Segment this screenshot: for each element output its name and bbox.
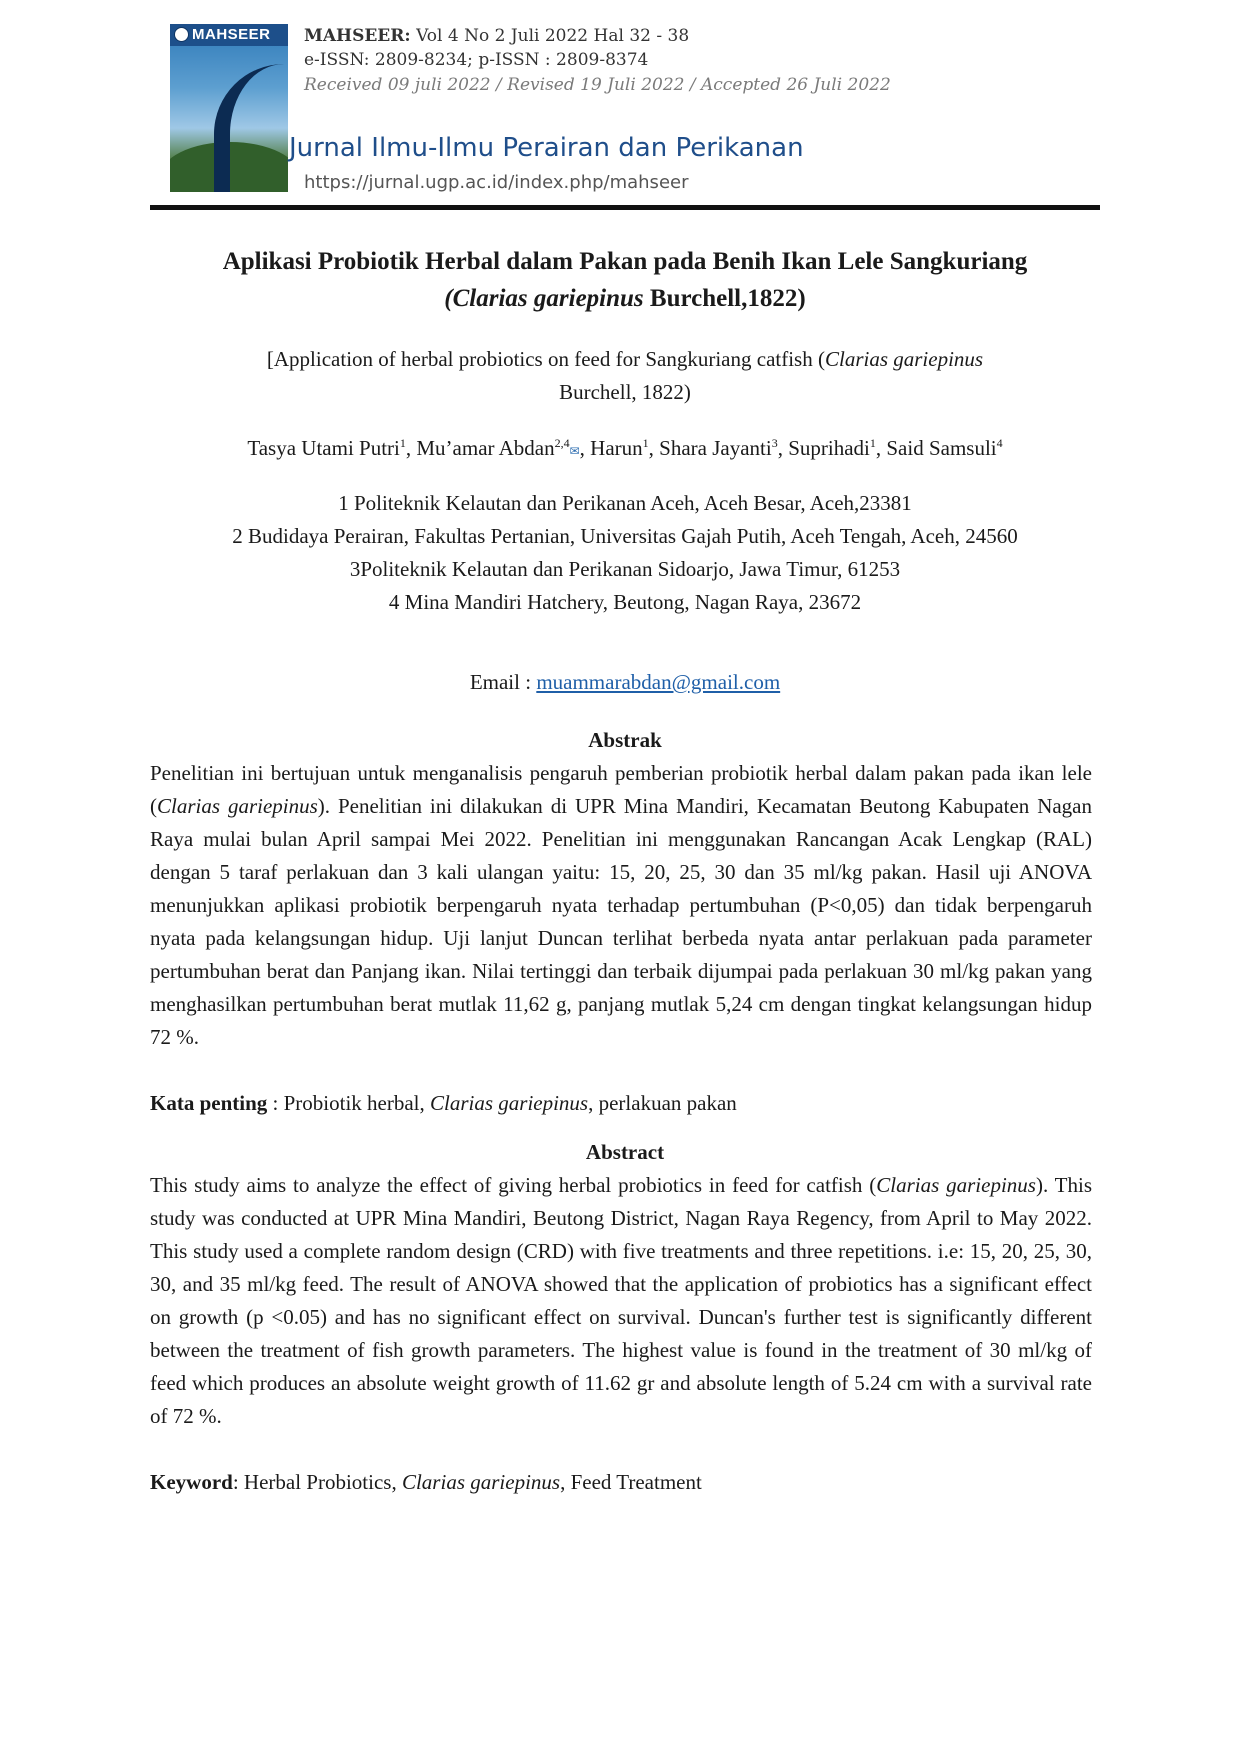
abstract-body [150, 1169, 1092, 1433]
keyword-rest: , Feed Treatment [560, 1470, 702, 1494]
author-name: Harun [590, 436, 643, 460]
title-species: Clarias gariepinus [452, 285, 644, 312]
cover-seal-icon [174, 27, 189, 42]
title-line-2 [150, 280, 1100, 317]
author-name: Mu’amar Abdan [416, 436, 555, 460]
dates-line: Received 09 juli 2022 / Revised 19 Juli 2022 / Accepted 26 Juli 2022 [304, 75, 891, 95]
envelope-icon[interactable]: ✉ [569, 444, 580, 458]
author-name: Shara Jayanti [659, 436, 772, 460]
email-link[interactable]: muammarabdan@gmail.com [536, 670, 781, 694]
title-line-1: Aplikasi Probiotik Herbal dalam Pakan pada Benih Ikan Lele Sangkuriang [222, 248, 1028, 275]
abstrak-text-2: ). Penelitian ini dilakukan di UPR Mina Mandiri, Kecamatan Beutong Kabupaten Nagan Raya mulai bulan April sampai Mei 2022. Penelitian ini menggunakan Rancangan Acak Lengkap (RAL) dengan 5 taraf perlakuan dan 3 kali ulangan yaitu: 15, 20, 25, 30 dan 35 ml/kg pakan. Hasil uji ANOVA menunjukkan aplikasi probiotik berpengaruh nyata terhadap pertumbuhan (P<0,05) dan tidak berpengaruh nyata pada kelangsungan hidup. Uji lanjut Duncan terlihat berbeda nyata antar perlakuan pada parameter pertumbuhan berat dan Panjang ikan. Nilai tertinggi dan terbaik dijumpai pada perlakuan 30 ml/kg pakan yang menghasilkan pertumbuhan berat mutlak 11,62 g, panjang mutlak 5,24 cm dengan tingkat kelangsungan hidup 72 %. [150, 794, 1093, 1049]
affiliation: 4 Mina Mandiri Hatchery, Beutong, Nagan Raya, 23672 [388, 590, 862, 614]
author-affil: 1 [869, 436, 876, 450]
keyword-species: Clarias gariepinus [401, 1470, 561, 1494]
volume-info: Vol 4 No 2 Juli 2022 Hal 32 - 38 [410, 26, 690, 46]
abstrak-heading: Abstrak [588, 728, 662, 752]
volume-line [304, 26, 689, 46]
abstract-heading: Abstract [585, 1140, 665, 1164]
author-affil: 3 [771, 436, 778, 450]
header-divider [150, 205, 1100, 210]
paper-title [150, 243, 1100, 317]
corresponding-email [150, 670, 1100, 695]
paper-subtitle [180, 343, 1070, 409]
kata-penting-label: Kata penting [150, 1091, 268, 1115]
issn-line: e-ISSN: 2809-8234; p-ISSN : 2809-8374 [304, 50, 649, 70]
journal-short-name: MAHSEER: [304, 26, 411, 46]
keyword-sep: : Herbal Probiotics, [232, 1470, 402, 1494]
journal-url[interactable]: https://jurnal.ugp.ac.id/index.php/mahseer [304, 172, 689, 193]
author-name: Said Samsuli [886, 436, 997, 460]
title-author-year: Burchell,1822) [643, 285, 806, 312]
affiliation: 3Politeknik Kelautan dan Perikanan Sidoarjo, Jawa Timur, 61253 [349, 557, 901, 581]
title-open-paren: ( [444, 285, 453, 312]
kata-penting-species: Clarias gariepinus [430, 1091, 589, 1115]
author-affil: 2,4 [554, 436, 570, 450]
author-name: Suprihadi [788, 436, 870, 460]
kata-penting-sep: : Probiotik herbal, [267, 1091, 430, 1115]
cover-tower [214, 64, 284, 192]
abstrak-species: Clarias gariepinus [157, 794, 318, 818]
journal-header [150, 0, 1100, 215]
kata-penting-rest: , perlakuan pakan [588, 1091, 737, 1115]
abstract-text-2: ). This study was conducted at UPR Mina Mandiri, Beutong District, Nagan Raya Regency, from April to May 2022. This study used a complete random design (CRD) with five treatments and three repetitions. i.e: 15, 20, 25, 30, 30, and 35 ml/kg feed. The result of ANOVA showed that the application of probiotics has a significant effect on growth (p <0.05) and has no significant effect on survival. Duncan's further test is significantly different between the treatment of fish growth parameters. The highest value is found in the treatment of 30 ml/kg of feed which produces an absolute weight growth of 11.62 gr and absolute length of 5.24 cm with a survival rate of 72 %. [150, 1173, 1092, 1428]
subtitle-part-1: [Application of herbal probiotics on feed for Sangkuriang catfish ( [266, 347, 825, 371]
kata-penting [150, 1087, 1092, 1120]
author-affil: 1 [399, 436, 406, 450]
subtitle-part-2: Burchell, 1822) [559, 380, 691, 404]
keyword-label: Keyword [150, 1470, 233, 1494]
cover-title: MAHSEER [192, 26, 271, 43]
keywords [150, 1466, 1092, 1499]
email-label: Email : [469, 670, 537, 694]
journal-name: Jurnal Ilmu-Ilmu Perairan dan Perikanan [289, 133, 804, 163]
author-list: Tasya Utami Putri$^1$, Mu’amar Abdan$^{2,4}$✉, Harun$^1$, Shara Jayanti$^3$, Suprihadi$^1$, Said Samsuli$^4$ [247, 436, 1003, 460]
abstrak-body [150, 757, 1092, 1054]
journal-cover-image [170, 24, 288, 192]
affiliation: 2 Budidaya Perairan, Fakultas Pertanian, Universitas Gajah Putih, Aceh Tengah, Aceh, 24560 [232, 524, 1018, 548]
abstract-species: Clarias gariepinus [876, 1173, 1036, 1197]
affiliation: 1 Politeknik Kelautan dan Perikanan Aceh, Aceh Besar, Aceh,23381 [338, 491, 912, 515]
affiliation-list [180, 487, 1070, 619]
subtitle-species: Clarias gariepinus [824, 347, 984, 371]
abstrak-text-1: Penelitian ini bertujuan untuk menganalisis pengaruh pemberian probiotik herbal dalam pakan pada ikan lele ( [150, 761, 1092, 818]
author-affil: 4 [996, 436, 1003, 450]
abstract-text-1: This study aims to analyze the effect of giving herbal probiotics in feed for catfish ( [150, 1173, 877, 1197]
author-affil: 1 [642, 436, 649, 450]
author-name: Tasya Utami Putri [247, 436, 400, 460]
